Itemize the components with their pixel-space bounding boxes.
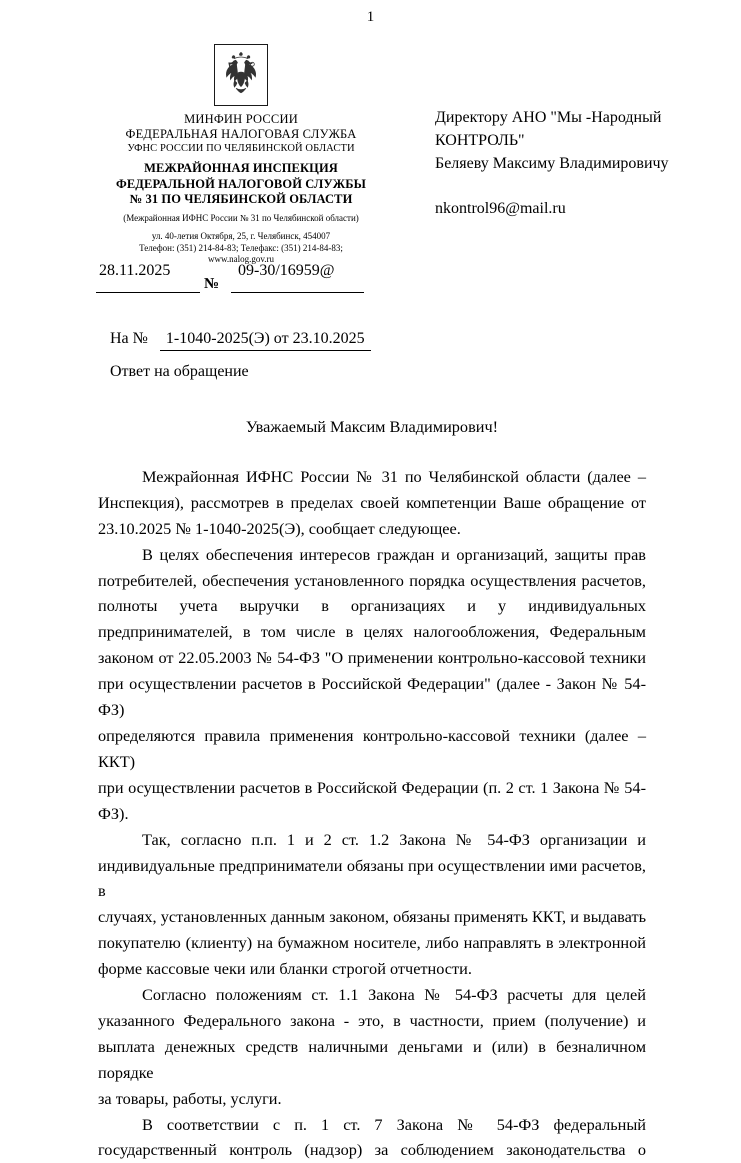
body-paragraph xyxy=(98,827,651,982)
body-line: за товары, работы, услуги. xyxy=(98,1088,282,1108)
incoming-reference-label: На № xyxy=(110,330,148,347)
body-line: законом от 22.05.2003 № 54-ФЗ "О применении контрольно-кассовой техники xyxy=(98,648,646,668)
letterhead-address: ул. 40-летия Октября, 25, г. Челябинск, 454007 xyxy=(151,231,331,241)
body-paragraph xyxy=(98,542,651,827)
incoming-reference-block xyxy=(110,329,371,351)
addressee-block xyxy=(435,106,725,220)
letterhead-office-parenthetical: (Межрайонная ИФНС России № 31 по Челябинской области) xyxy=(123,212,359,223)
letterhead-office-line3: № 31 ПО ЧЕЛЯБИНСКОЙ ОБЛАСТИ xyxy=(129,192,353,206)
body-line: при осуществлении расчетов в Российской Федерации (п. 2 ст. 1 Закона № 54- xyxy=(98,777,646,797)
outgoing-reference-block xyxy=(96,261,396,303)
outgoing-number: 09-30/16959@ xyxy=(238,262,335,279)
letter-body xyxy=(98,414,651,1163)
body-line: выплата денежных средств наличными деньгами и (или) в безналичном порядке xyxy=(98,1036,651,1082)
body-line: Инспекция), рассмотрев в пределах своей компетенции Ваше обращение от xyxy=(98,492,646,512)
body-line: форме кассовые чеки или бланки строгой отчетности. xyxy=(98,959,472,979)
body-line: предпринимателей, в том числе в целях налогообложения, Федеральным xyxy=(98,622,646,642)
body-line: случаях, установленных данным законом, обязаны применять ККТ, и выдавать xyxy=(98,907,646,927)
body-line: Так, согласно п.п. 1 и 2 ст. 1.2 Закона № 54-ФЗ организации и xyxy=(142,829,646,849)
letterhead-office-line2: ФЕДЕРАЛЬНОЙ НАЛОГОВОЙ СЛУЖБЫ xyxy=(116,176,366,191)
body-line: Межрайонная ИФНС России № 31 по Челябинской области (далее – xyxy=(142,466,646,486)
addressee-line-2: КОНТРОЛЬ" xyxy=(435,132,525,149)
body-paragraph xyxy=(98,464,646,542)
letterhead xyxy=(96,44,386,266)
body-line: покупателю (клиенту) на бумажном носителе, либо направлять в электронной xyxy=(98,933,646,953)
body-line: индивидуальные предприниматели обязаны при осуществлении ими расчетов, в xyxy=(98,855,651,901)
letter-subject: Ответ на обращение xyxy=(110,363,249,380)
body-line: определяются правила применения контрольно-кассовой техники (далее – ККТ) xyxy=(98,725,651,771)
outgoing-date-rule xyxy=(96,292,200,293)
letterhead-directorate: УФНС РОССИИ ПО ЧЕЛЯБИНСКОЙ ОБЛАСТИ xyxy=(127,143,355,154)
letterhead-office-line1: МЕЖРАЙОННАЯ ИНСПЕКЦИЯ xyxy=(144,161,338,175)
body-line: указанного Федерального закона - это, в частности, прием (получение) и xyxy=(98,1010,646,1030)
letterhead-phone: Телефон: (351) 214-84-83; Телефакс: (351) 214-84-83; xyxy=(139,242,343,253)
letter-greeting: Уважаемый Максим Владимирович! xyxy=(245,417,499,436)
body-line: В целях обеспечения интересов граждан и организаций, защиты прав xyxy=(142,544,646,564)
letterhead-website: www.nalog.gov.ru xyxy=(207,254,275,264)
addressee-email: nkontrol96@mail.ru xyxy=(435,200,566,217)
letterhead-ministry: МИНФИН РОССИИ xyxy=(184,112,298,126)
russian-coat-of-arms-icon xyxy=(214,44,268,106)
body-line: при осуществлении расчетов в Российской Федерации" (далее - Закон № 54-ФЗ) xyxy=(98,674,646,720)
body-line: ФЗ). xyxy=(98,803,129,823)
body-line: потребителей, обеспечения установленного порядка осуществления расчетов, xyxy=(98,570,646,590)
body-line: государственный контроль (надзор) за соблюдением законодательства о xyxy=(98,1140,646,1160)
body-line: 23.10.2025 № 1-1040-2025(Э), сообщает следующее. xyxy=(98,518,461,538)
outgoing-date: 28.11.2025 xyxy=(99,262,171,279)
page-number: 1 xyxy=(366,9,375,25)
number-sign-label: № xyxy=(204,276,220,292)
body-paragraph xyxy=(98,982,651,1112)
body-line: В соответствии с п. 1 ст. 7 Закона № 54-ФЗ федеральный xyxy=(142,1114,646,1134)
body-paragraph xyxy=(98,1112,646,1163)
body-line: полноты учета выручки в организациях и у индивидуальных xyxy=(98,596,646,616)
addressee-line-3: Беляеву Максиму Владимировичу xyxy=(435,155,669,172)
body-line: Согласно положениям ст. 1.1 Закона № 54-ФЗ расчеты для целей xyxy=(142,985,646,1005)
letterhead-service: ФЕДЕРАЛЬНАЯ НАЛОГОВАЯ СЛУЖБА xyxy=(125,127,357,141)
outgoing-number-rule xyxy=(231,292,364,293)
incoming-reference-value: 1-1040-2025(Э) от 23.10.2025 xyxy=(160,329,371,351)
addressee-line-1: Директору АНО "Мы -Народный xyxy=(435,109,662,126)
